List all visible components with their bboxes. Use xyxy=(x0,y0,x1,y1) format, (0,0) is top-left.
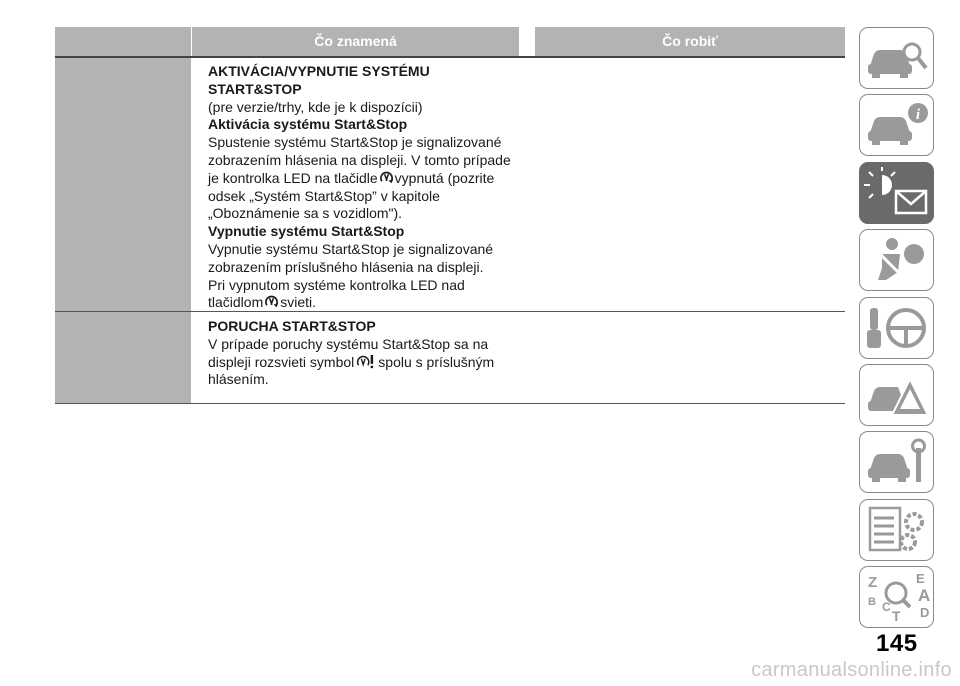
line-text: odsek „Systém Start&Stop” v kapitole xyxy=(208,187,440,204)
watermark: carmanualsonline.info xyxy=(751,659,952,681)
index-letter: D xyxy=(920,605,930,620)
car-info-icon xyxy=(864,99,930,151)
car-warning-triangle-icon xyxy=(864,369,930,421)
warning-light-message-icon xyxy=(864,167,930,219)
table-row xyxy=(55,58,845,312)
line-text-after: svieti. xyxy=(280,294,317,311)
line-text: tlačidlom xyxy=(208,294,264,311)
inline-symbol xyxy=(263,294,280,310)
text-line xyxy=(208,188,538,206)
tab-starting-driving[interactable] xyxy=(859,297,934,359)
seatbelt-airbag-icon xyxy=(864,234,930,286)
start-stop-fault-icon xyxy=(355,354,377,369)
text-line xyxy=(208,277,538,295)
text-line xyxy=(208,99,538,117)
text-line xyxy=(208,116,538,134)
line-text: displeji rozsvieti symbol xyxy=(208,353,355,370)
line-text: (pre verzie/trhy, kde je k dispozícii) xyxy=(208,98,423,115)
line-text: V prípade poruchy systému Start&Stop sa na xyxy=(208,335,489,352)
car-search-icon xyxy=(864,32,930,84)
line-text: START&STOP xyxy=(208,80,302,97)
text-line xyxy=(208,63,538,81)
line-text: Pri vypnutom systéme kontrolka LED nad xyxy=(208,276,465,293)
inline-symbol xyxy=(354,354,378,370)
index-letter: T xyxy=(892,608,901,623)
warning-table xyxy=(55,27,845,404)
table-row xyxy=(55,312,845,404)
text-line xyxy=(208,205,538,223)
index-letter: B xyxy=(868,596,876,608)
line-text: Aktivácia systému Start&Stop xyxy=(208,116,408,133)
start-stop-icon xyxy=(264,294,279,309)
tab-car-search[interactable] xyxy=(859,27,934,89)
index-letter: A xyxy=(918,586,930,605)
tab-alphabetical-index[interactable] xyxy=(859,566,934,628)
key-steering-wheel-icon xyxy=(864,302,930,354)
line-text: hlásením. xyxy=(208,371,269,388)
inline-symbol xyxy=(378,170,395,186)
line-text: Spustenie systému Start&Stop je signalizované xyxy=(208,134,502,151)
text-line xyxy=(208,223,538,241)
text-line xyxy=(208,152,538,170)
line-text: zobrazením príslušného hlásenia na displeji. xyxy=(208,258,484,275)
text-line xyxy=(208,354,538,372)
index-letter: Z xyxy=(868,574,878,591)
line-text-after: spolu s príslušným xyxy=(378,353,495,370)
tab-warning-lights[interactable] xyxy=(859,162,934,224)
line-text-after: vypnutá (pozrite xyxy=(394,169,495,186)
header-action: Čo robiť xyxy=(535,27,845,56)
index-letter: C xyxy=(882,600,891,614)
start-stop-icon xyxy=(379,170,394,185)
tab-technical-data[interactable] xyxy=(859,499,934,561)
table-header xyxy=(55,27,845,58)
text-line xyxy=(208,241,538,259)
text-line xyxy=(208,318,538,336)
text-line xyxy=(208,371,538,389)
page-number: 145 xyxy=(876,630,918,657)
row-symbol-cell xyxy=(55,58,191,311)
text-line xyxy=(208,259,538,277)
tab-emergency[interactable] xyxy=(859,364,934,426)
tab-maintenance[interactable] xyxy=(859,431,934,493)
car-wrench-icon xyxy=(864,436,930,488)
line-text: Vypnutie systému Start&Stop je signalizované xyxy=(208,240,494,257)
meaning-cell xyxy=(208,312,538,395)
line-text: AKTIVÁCIA/VYPNUTIE SYSTÉMU xyxy=(208,63,430,79)
line-text: Vypnutie systému Start&Stop xyxy=(208,223,405,240)
text-line xyxy=(208,134,538,152)
text-line xyxy=(208,294,538,312)
line-text: je kontrolka LED na tlačidle xyxy=(208,169,378,186)
alphabet-index-icon xyxy=(864,571,930,623)
line-text: PORUCHA START&STOP xyxy=(208,318,376,334)
line-text: „Oboznámenie sa s vozidlom"). xyxy=(208,205,403,222)
row-symbol-cell xyxy=(55,312,191,403)
line-text: zobrazením hlásenia na displeji. V tomto prípade xyxy=(208,151,511,168)
specs-gears-icon xyxy=(864,504,930,556)
header-blank xyxy=(55,27,191,56)
text-line xyxy=(208,170,538,188)
text-line xyxy=(208,81,538,99)
tab-safety[interactable] xyxy=(859,229,934,291)
svg-text:i: i xyxy=(915,107,921,123)
meaning-cell xyxy=(208,58,538,318)
index-letter: E xyxy=(916,571,925,586)
header-meaning: Čo znamená xyxy=(192,27,519,56)
text-line xyxy=(208,336,538,354)
tab-car-info[interactable] xyxy=(859,94,934,156)
